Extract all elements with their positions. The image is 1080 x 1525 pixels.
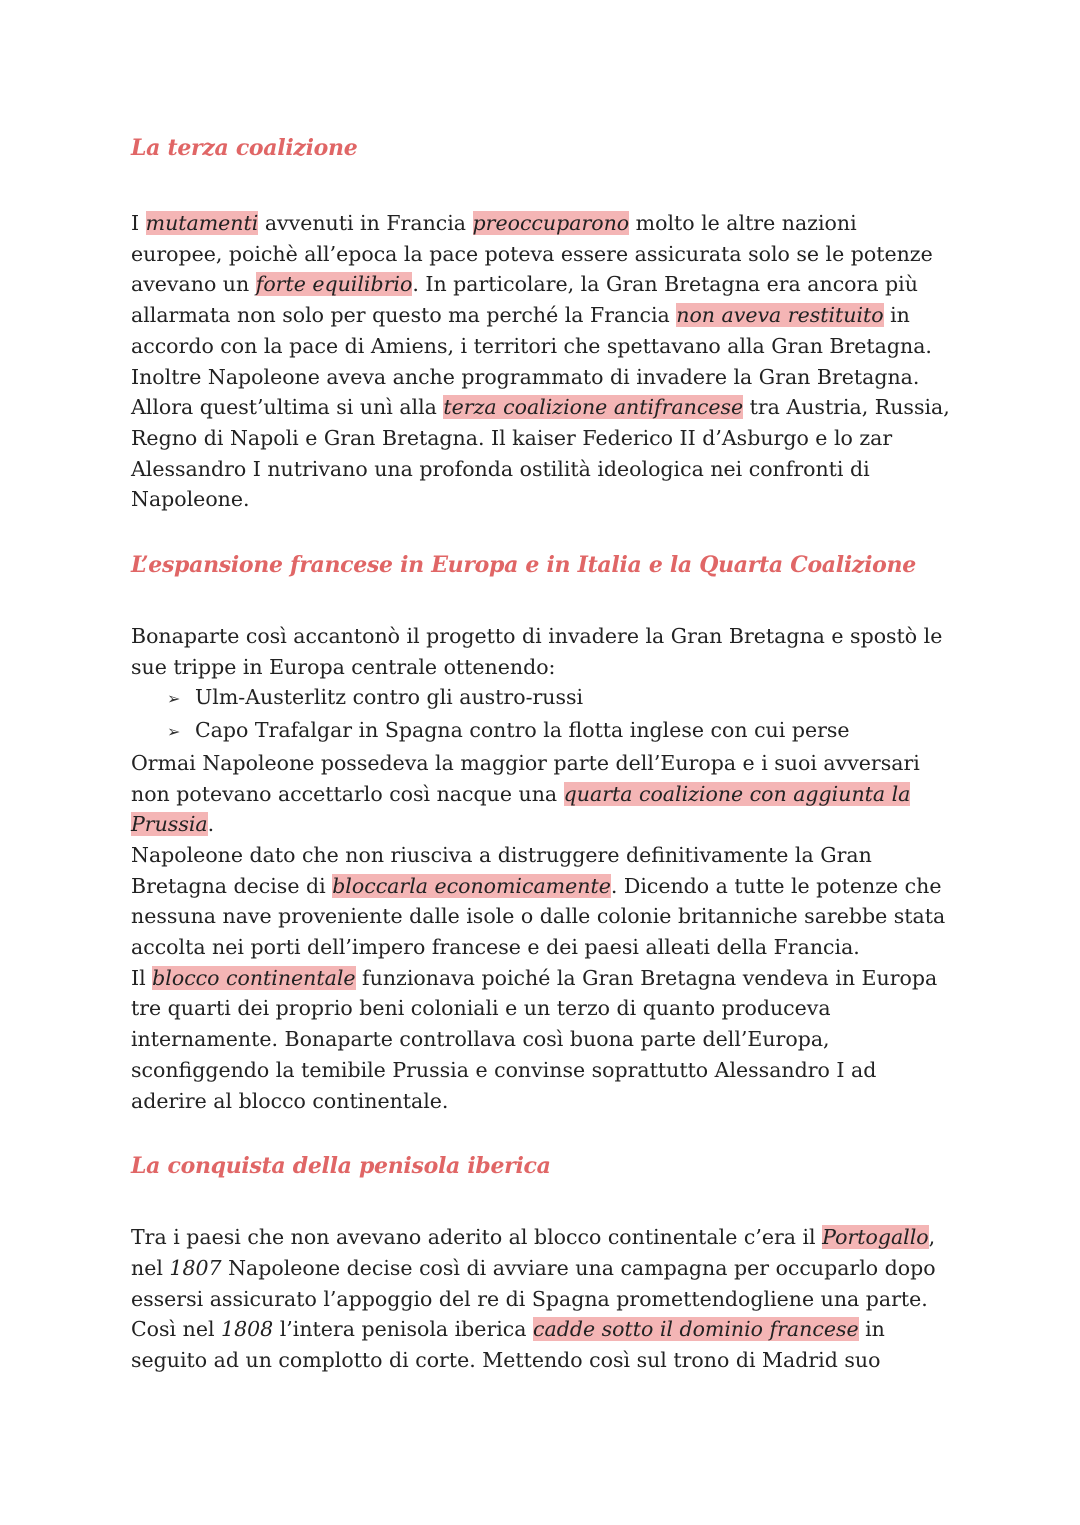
text-run: Napoleone decise così di avviare una campagna per occuparlo dopo — [221, 1255, 936, 1280]
text-run: Il — [131, 965, 153, 990]
text-run: allarmata non solo per questo ma perché la Francia — [131, 303, 677, 328]
highlighted-term: cadde sotto il dominio francese — [533, 1317, 859, 1342]
text-line — [131, 1345, 991, 1376]
highlighted-term: quarta coalizione con aggiunta la — [563, 781, 911, 806]
text-line — [131, 779, 991, 810]
text-line — [131, 652, 991, 683]
text-run: essersi assicurato l’appoggio del re di Spagna promettendogliene una parte. — [131, 1286, 928, 1311]
text-run: accolta nei porti dell’impero francese e dei paesi alleati della Francia. — [131, 935, 860, 960]
text-run: Alessandro I nutrivano una profonda ostilità ideologica nei confronti di — [131, 456, 870, 481]
text-line — [131, 1086, 991, 1117]
text-run: , — [928, 1225, 936, 1250]
highlighted-term: mutamenti — [145, 211, 259, 235]
arrow-bullet-icon: ➢ — [167, 689, 181, 709]
text-run: Inoltre Napoleone aveva anche programmato di invadere la Gran Bretagna. — [131, 364, 920, 389]
text-run: molto le altre nazioni — [629, 211, 857, 235]
text-run: Bretagna decise di — [131, 873, 333, 898]
text-line — [131, 1024, 991, 1055]
highlighted-term: blocco continentale — [152, 965, 356, 990]
paragraph-penisola-iberica — [131, 1222, 991, 1376]
list-item — [167, 682, 991, 715]
text-run: avevano un — [131, 272, 256, 297]
highlighted-term: preoccuparono — [472, 211, 630, 235]
text-line — [131, 454, 991, 485]
highlighted-term: non aveva restituito — [676, 303, 884, 328]
list-item-text: Ulm-Austerlitz contro gli austro-russi — [195, 685, 584, 710]
text-run: nel — [131, 1255, 170, 1280]
text-run: . — [207, 812, 215, 837]
text-line — [131, 239, 991, 270]
arrow-bullet-icon: ➢ — [167, 722, 181, 742]
text-run: I — [131, 211, 146, 235]
text-run: tra Austria, Russia, — [743, 395, 950, 420]
text-run: Napoleone. — [131, 487, 250, 512]
text-run: Così nel — [131, 1317, 222, 1342]
text-line — [131, 362, 991, 393]
text-run: in — [858, 1317, 885, 1342]
section-heading-terza-coalizione: La terza coalizione — [131, 135, 358, 161]
list-item-text: Capo Trafalgar in Spagna contro la flotta inglese con cui perse — [195, 718, 850, 743]
text-line — [131, 963, 991, 994]
text-line — [131, 621, 991, 652]
text-line — [131, 392, 991, 423]
text-line — [131, 901, 991, 932]
bullet-list-victories — [131, 682, 991, 747]
text-line — [131, 993, 991, 1024]
text-run: sue trippe in Europa centrale ottenendo: — [131, 654, 556, 679]
text-line — [131, 932, 991, 963]
text-line — [131, 809, 991, 840]
text-run: Tra i paesi che non avevano aderito al blocco continentale c’era il — [131, 1225, 823, 1250]
text-run: funzionava poiché la Gran Bretagna vendeva in Europa — [355, 965, 938, 990]
text-line — [131, 840, 991, 871]
text-run: Regno di Napoli e Gran Bretagna. Il kaiser Federico II d’Asburgo e lo zar — [131, 425, 893, 450]
text-run: tre quarti dei proprio beni coloniali e un terzo di quanto produceva — [131, 996, 831, 1021]
section-heading-espansione-francese: L’espansione francese in Europa e in Italia e la Quarta Coalizione — [131, 552, 916, 579]
text-line — [131, 1055, 991, 1086]
text-line — [131, 300, 991, 331]
text-line — [131, 1314, 991, 1345]
text-line — [131, 1284, 991, 1315]
text-line — [131, 208, 991, 239]
section-heading-penisola-iberica: La conquista della penisola iberica — [131, 1153, 551, 1180]
paragraph-quarta-coalizione — [131, 748, 991, 1116]
text-run: nessuna nave proveniente dalle isole o dalle colonie britanniche sarebbe stata — [131, 904, 946, 929]
highlighted-term: terza coalizione antifrancese — [443, 395, 744, 420]
italic-year: 1808 — [221, 1317, 274, 1342]
text-run: Napoleone dato che non riusciva a distruggere definitivamente la Gran — [131, 842, 872, 867]
text-line — [131, 871, 991, 902]
text-run: non potevano accettarlo così nacque una — [131, 781, 564, 806]
text-line — [131, 423, 991, 454]
highlighted-term: forte equilibrio — [255, 272, 413, 297]
text-run: . In particolare, la Gran Bretagna era ancora più — [412, 272, 918, 297]
document-page — [131, 128, 991, 1376]
text-run: europee, poichè all’epoca la pace poteva essere assicurata solo se le potenze — [131, 241, 933, 266]
text-run: accordo con la pace di Amiens, i territori che spettavano alla Gran Bretagna. — [131, 333, 932, 358]
text-run: aderire al blocco continentale. — [131, 1088, 449, 1113]
text-line — [131, 331, 991, 362]
highlighted-term: Portogallo — [822, 1225, 929, 1250]
text-line — [131, 748, 991, 779]
text-run: avvenuti in Francia — [258, 211, 473, 235]
text-line — [131, 1222, 991, 1253]
text-run: l’intera penisola iberica — [273, 1317, 534, 1342]
text-run: Allora quest’ultima si unì alla — [131, 395, 444, 420]
paragraph-espansione-intro — [131, 621, 991, 682]
text-run: in — [883, 303, 910, 328]
text-run: sconfiggendo la temibile Prussia e convinse soprattutto Alessandro I ad — [131, 1057, 877, 1082]
text-run: Bonaparte così accantonò il progetto di invadere la Gran Bretagna e spostò le — [131, 624, 943, 649]
text-run: . Dicendo a tutte le potenze che — [610, 873, 942, 898]
highlighted-term: bloccarla economicamente — [332, 873, 611, 898]
text-run: internamente. Bonaparte controllava così buona parte dell’Europa, — [131, 1027, 830, 1052]
text-line — [131, 269, 991, 300]
list-item — [167, 715, 991, 748]
paragraph-terza-coalizione — [131, 208, 991, 515]
text-line — [131, 1253, 991, 1284]
text-run: Ormai Napoleone possedeva la maggior parte dell’Europa e i suoi avversari — [131, 750, 920, 775]
highlighted-term: Prussia — [131, 812, 208, 837]
text-line — [131, 484, 991, 515]
italic-year: 1807 — [169, 1255, 222, 1280]
text-run: seguito ad un complotto di corte. Mettendo così sul trono di Madrid suo — [131, 1348, 881, 1373]
